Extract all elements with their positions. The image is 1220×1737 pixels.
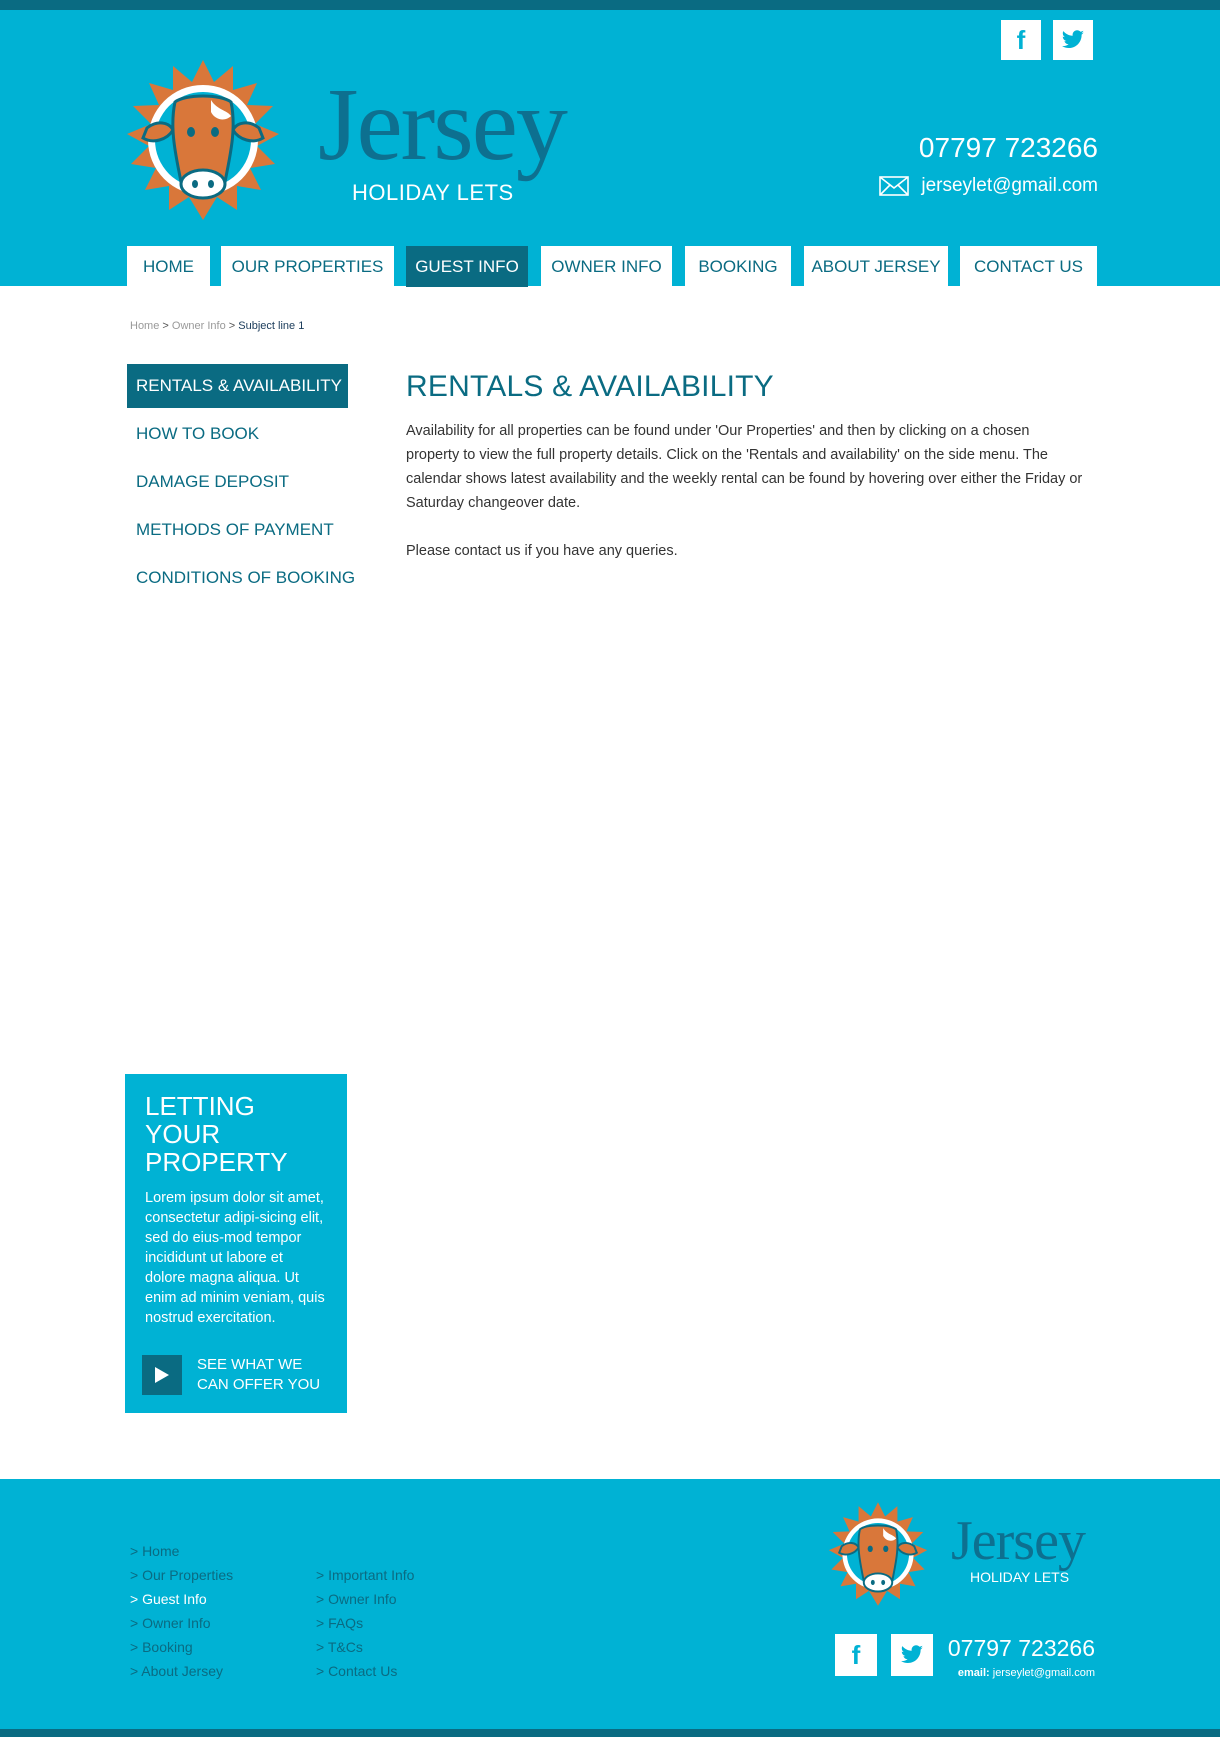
footer-phone: 07797 723266	[947, 1635, 1095, 1661]
content-paragraph: Please contact us if you have any queries.	[406, 543, 678, 559]
facebook-button[interactable]	[1001, 20, 1041, 60]
side-item-conditions-of-booking[interactable]: CONDITIONS OF BOOKING	[136, 568, 356, 587]
promo-body: Lorem ipsum dolor sit amet, consectetur adipi-sicing elit, sed do eius-mod tempor incididunt ut labore et dolore magna aliqua. Ut enim ad minim veniam, quis nostrud exercitation.	[145, 1190, 325, 1326]
header-email[interactable]	[879, 175, 1098, 197]
breadcrumb	[130, 320, 304, 332]
nav-guest-info[interactable]: GUEST INFO	[406, 246, 528, 287]
footer-link-our-properties[interactable]: > Our Properties	[130, 1567, 234, 1583]
footer-logo-wordmark: Jersey	[951, 1510, 1085, 1572]
footer-email[interactable]	[958, 1667, 1095, 1679]
top-strip	[0, 0, 1220, 10]
breadcrumb-separator: >	[162, 320, 169, 332]
twitter-button[interactable]	[1053, 20, 1093, 60]
promo-title-line1: LETTING YOUR	[145, 1091, 255, 1149]
breadcrumb-parent[interactable]: Owner Info	[171, 320, 226, 332]
logo-subtitle: HOLIDAY LETS	[352, 180, 514, 205]
footer-links-col2	[316, 1563, 414, 1683]
twitter-icon	[900, 1645, 924, 1665]
main-content	[406, 370, 1086, 587]
cow-sun-logo-icon	[823, 1499, 933, 1609]
side-item-rentals-availability[interactable]: RENTALS & AVAILABILITY	[127, 364, 348, 408]
header-phone: 07797 723266	[918, 132, 1098, 163]
footer-link-faqs[interactable]: > FAQs	[316, 1615, 364, 1631]
breadcrumb-separator: >	[228, 320, 236, 332]
nav-booking[interactable]: BOOKING	[685, 246, 791, 287]
footer-link-owner-info[interactable]: > Owner Info	[130, 1615, 211, 1631]
footer-link-owner-info-2[interactable]: > Owner Info	[316, 1591, 397, 1607]
nav-home[interactable]: HOME	[127, 246, 210, 287]
breadcrumb-home[interactable]: Home	[130, 320, 160, 332]
footer-link-important-info[interactable]: > Important Info	[316, 1567, 415, 1583]
footer-link-about-jersey[interactable]: > About Jersey	[130, 1663, 224, 1679]
footer-facebook-button[interactable]	[835, 1634, 877, 1676]
breadcrumb-current: Subject line 1	[238, 320, 305, 332]
footer-email-label: email:	[957, 1667, 990, 1679]
site-header	[0, 10, 1220, 286]
footer-logo[interactable]	[823, 1499, 1103, 1609]
play-icon	[142, 1355, 182, 1395]
site-footer	[0, 1479, 1220, 1729]
footer-links-col1	[130, 1539, 233, 1683]
facebook-icon: f	[851, 1639, 861, 1670]
side-menu	[127, 364, 367, 600]
page-title: RENTALS & AVAILABILITY	[406, 370, 774, 403]
facebook-icon: f	[1016, 24, 1026, 55]
footer-link-contact-us[interactable]: > Contact Us	[316, 1663, 398, 1679]
footer-logo-subtitle: HOLIDAY LETS	[970, 1569, 1070, 1585]
footer-link-booking[interactable]: > Booking	[130, 1639, 193, 1655]
promo-cta-button[interactable]	[142, 1355, 320, 1395]
nav-owner-info[interactable]: OWNER INFO	[541, 246, 672, 287]
header-email-text: jerseylet@gmail.com	[921, 175, 1098, 196]
nav-about-jersey[interactable]: ABOUT JERSEY	[804, 246, 948, 287]
nav-our-properties[interactable]: OUR PROPERTIES	[221, 246, 394, 287]
logo-wordmark: Jersey	[318, 67, 566, 182]
side-item-how-to-book[interactable]: HOW TO BOOK	[136, 424, 260, 443]
footer-link-home[interactable]: > Home	[130, 1543, 180, 1559]
promo-cta-label: SEE WHAT WE CAN OFFER YOU	[197, 1356, 321, 1393]
footer-email-text: jerseylet@gmail.com	[992, 1667, 1095, 1679]
content-paragraph: Availability for all properties can be found under 'Our Properties' and then by clicking on a chosen property to view the full property details. Click on the 'Rentals and availability' on the side menu. The calendar shows latest availability and the weekly rental can be found by hovering over either the Friday or Saturday changeover date.	[406, 423, 1083, 511]
side-item-damage-deposit[interactable]: DAMAGE DEPOSIT	[136, 472, 290, 491]
cow-sun-logo-icon	[118, 55, 288, 225]
letting-promo-box	[125, 1074, 347, 1413]
envelope-icon	[879, 176, 909, 196]
main-nav	[127, 246, 1097, 287]
footer-link-guest-info[interactable]: > Guest Info	[130, 1591, 207, 1607]
promo-title	[145, 1092, 327, 1176]
footer-link-tcs[interactable]: > T&Cs	[316, 1639, 363, 1655]
nav-contact-us[interactable]: CONTACT US	[960, 246, 1097, 287]
site-logo[interactable]	[118, 55, 578, 225]
twitter-icon	[1061, 30, 1085, 50]
footer-twitter-button[interactable]	[891, 1634, 933, 1676]
bottom-strip	[0, 1729, 1220, 1737]
side-item-methods-of-payment[interactable]: METHODS OF PAYMENT	[136, 520, 334, 539]
promo-title-line2: PROPERTY	[145, 1147, 288, 1177]
